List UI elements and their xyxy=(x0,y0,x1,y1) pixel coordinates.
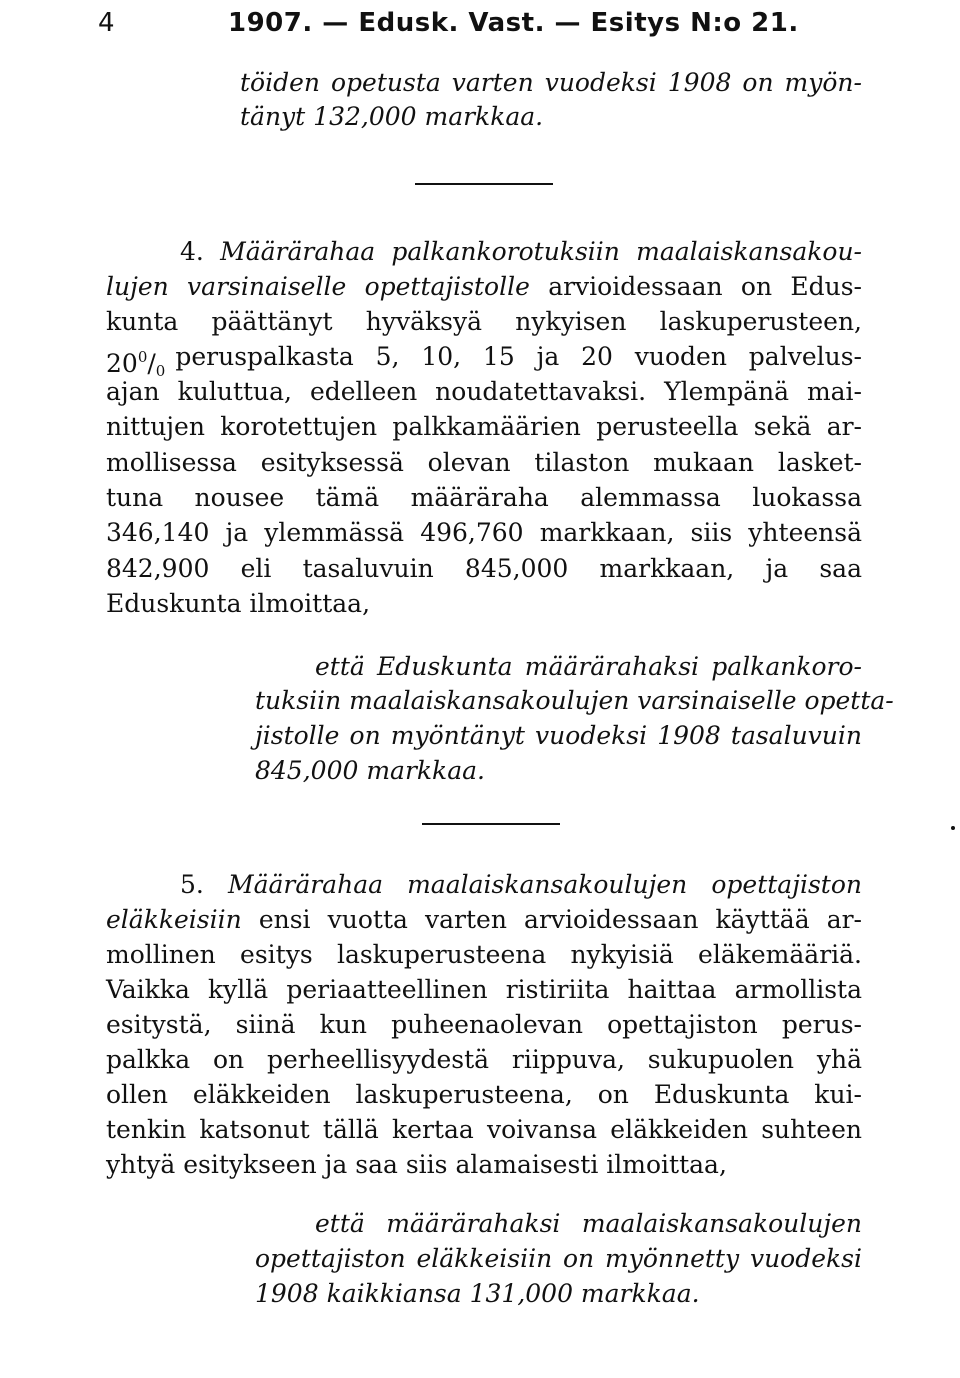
block1-line-1: töiden opetusta varten vuodeksi 1908 on myön- xyxy=(240,68,862,97)
section4-line-8: tuna nousee tämä määräraha alemmassa luokassa xyxy=(106,483,862,512)
resolution5-line-1: että määrärahaksi maalaiskansakoulujen xyxy=(315,1209,862,1238)
section5-heading: Määrärahaa maalaiskansakoulujen opettajiston xyxy=(227,870,862,899)
margin-mark xyxy=(951,826,955,830)
section4-line-10: 842,900 eli tasaluvuin 845,000 markkaan, ja saa xyxy=(106,554,862,583)
resolution4-line-2: tuksiin maalaiskansakoulujen varsinaiselle opetta- xyxy=(255,686,894,715)
section5-number: 5. xyxy=(180,870,204,899)
section4-text-4: peruspalkasta 5, 10, 15 ja 20 vuoden palvelus- xyxy=(175,342,862,371)
page-number: 4 xyxy=(98,8,115,38)
section5-line-8: tenkin katsonut tällä kertaa voivansa eläkkeiden suhteen xyxy=(106,1115,862,1144)
section-divider-1 xyxy=(415,183,553,185)
section5-line-1 xyxy=(180,868,862,902)
resolution4-line-1: että Eduskunta määrärahaksi palkankoro- xyxy=(315,652,862,681)
section4-line-11: Eduskunta ilmoittaa, xyxy=(106,589,371,618)
section5-heading-cont: eläkkeisiin xyxy=(106,905,242,934)
section4-line-3: kunta päättänyt hyväksyä nykyisen laskuperusteen, xyxy=(106,307,862,336)
section4-line-6: nittujen korotettujen palkkamäärien perusteella sekä ar- xyxy=(106,412,862,441)
section5-line-4: Vaikka kyllä periaatteellinen ristiriita haittaa armollista xyxy=(106,975,862,1004)
resolution4-line-3: jistolle on myöntänyt vuodeksi 1908 tasaluvuin xyxy=(255,721,862,750)
section5-line-7: ollen eläkkeiden laskuperusteena, on Eduskunta kui- xyxy=(106,1080,862,1109)
section4-line-7: mollisessa esityksessä olevan tilaston mukaan lasket- xyxy=(106,448,862,477)
resolution4-line-4: 845,000 markkaa. xyxy=(255,756,485,785)
section4-heading-cont: lujen varsinaiselle opettajistolle xyxy=(106,272,530,301)
section5-line-6: palkka on perheellisyydestä riippuva, sukupuolen yhä xyxy=(106,1045,862,1074)
section4-line-2 xyxy=(106,270,862,304)
section4-number: 4. xyxy=(180,237,204,266)
section5-line-9: yhtyä esitykseen ja saa siis alamaisesti ilmoittaa, xyxy=(106,1150,727,1179)
section4-text-2: arvioidessaan on Edus- xyxy=(548,272,862,301)
section4-line-1 xyxy=(180,235,862,269)
section-divider-2 xyxy=(422,823,560,825)
section4-line-5: ajan kuluttua, edelleen noudatettavaksi. Ylempänä mai- xyxy=(106,377,862,406)
section5-line-2 xyxy=(106,903,862,937)
section4-heading: Määrärahaa palkankorotuksiin maalaiskansakou- xyxy=(220,237,862,266)
page-header xyxy=(0,2,960,42)
running-title: 1907. — Edusk. Vast. — Esitys N:o 21. xyxy=(228,8,799,38)
resolution5-line-2: opettajiston eläkkeisiin on myönnetty vuodeksi xyxy=(255,1244,862,1273)
resolution5-line-3: 1908 kaikkiansa 131,000 markkaa. xyxy=(255,1279,700,1308)
section5-line-3: mollinen esitys laskuperusteena nykyisiä eläkemääriä. xyxy=(106,940,862,969)
section5-line-5: esitystä, siinä kun puheenaolevan opettajiston perus- xyxy=(106,1010,862,1039)
section4-line-9: 346,140 ja ylemmässä 496,760 markkaan, siis yhteensä xyxy=(106,518,862,547)
percent-figure: $20^0/_0$ xyxy=(106,348,166,380)
section5-text-2: ensi vuotta varten arvioidessaan käyttää ar- xyxy=(258,905,863,934)
block1-line-2: tänyt 132,000 markkaa. xyxy=(240,102,544,131)
